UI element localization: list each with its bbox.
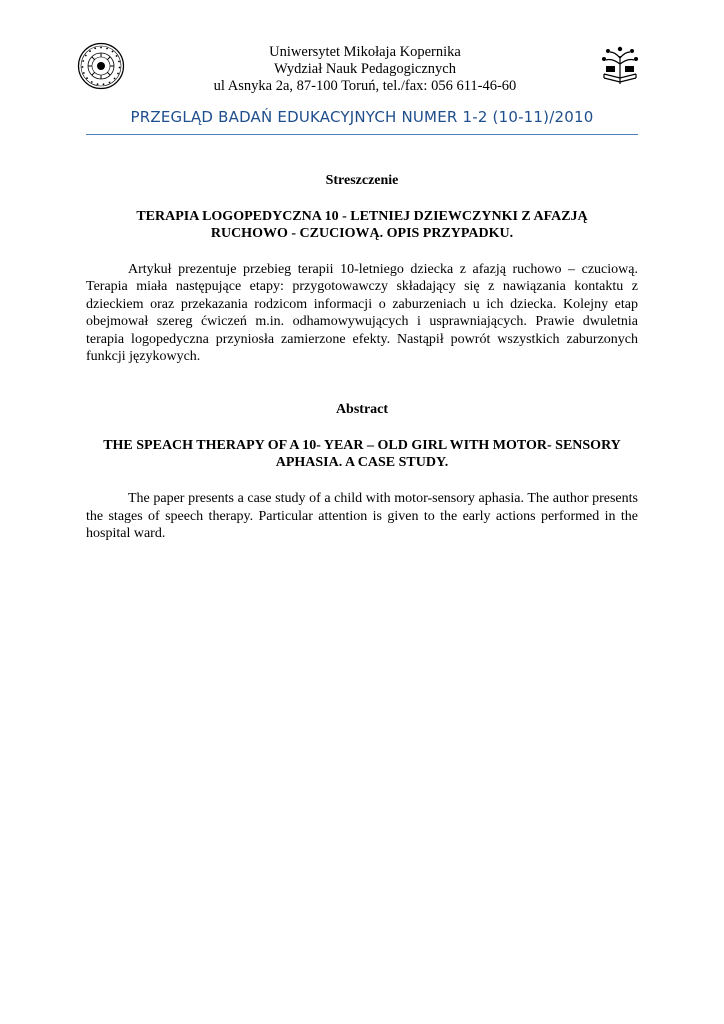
university-seal-icon [77, 42, 125, 90]
abstract-heading: Abstract [335, 402, 389, 418]
faculty-name: Wydział Nauk Pedagogicznych [274, 61, 456, 77]
polish-article-title-line-1: TERAPIA LOGOPEDYCZNA 10 - LETNIEJ DZIEWCZYNKI Z AFAZJĄ [136, 209, 588, 224]
document-body [86, 172, 638, 543]
institution-header [130, 44, 600, 95]
journal-title: PRZEGLĄD BADAŃ EDUKACYJNYCH NUMER 1-2 (10-11)/2010 [130, 108, 594, 126]
streszczenie-heading: Streszczenie [325, 173, 399, 188]
english-article-title-line-2: APHASIA. A CASE STUDY. [275, 455, 449, 471]
polish-article-title-line-2: RUCHOWO - CZUCIOWĄ. OPIS PRZYPADKU. [210, 226, 514, 241]
faculty-emblem-icon [598, 44, 642, 88]
university-name: Uniwersytet Mikołaja Kopernika [269, 44, 461, 60]
address-line: ul Asnyka 2a, 87-100 Toruń, tel./fax: 056 611-46-60 [213, 78, 517, 94]
polish-abstract-paragraph: Artykuł prezentuje przebieg terapii 10-letniego dziecka z afazją ruchowo – czuciową. Terapia miała następujące etapy: przygotowawczy składający się z nawiązania kontaktu z dzieckiem oraz przekazania rodzicom informacji o zaburzeniach u ich dziecka. Kolejny etap obejmował szereg ćwiczeń m.in. odhamowywujących i usprawniających. Prawie dwuletnia terapia logopedyczna przyniosła zamierzone efekty. Nastąpił powrót wszystkich zaburzonych funkcji językowych. [86, 262, 638, 365]
english-article-title-line-1: THE SPEACH THERAPY OF A 10- YEAR – OLD GIRL WITH MOTOR- SENSORY [103, 438, 621, 454]
english-abstract-paragraph: The paper presents a case study of a child with motor-sensory aphasia. The author presents the stages of speech therapy. Particular attention is given to the early actions performed in the hospital ward. [86, 491, 638, 542]
title-divider [86, 134, 638, 135]
